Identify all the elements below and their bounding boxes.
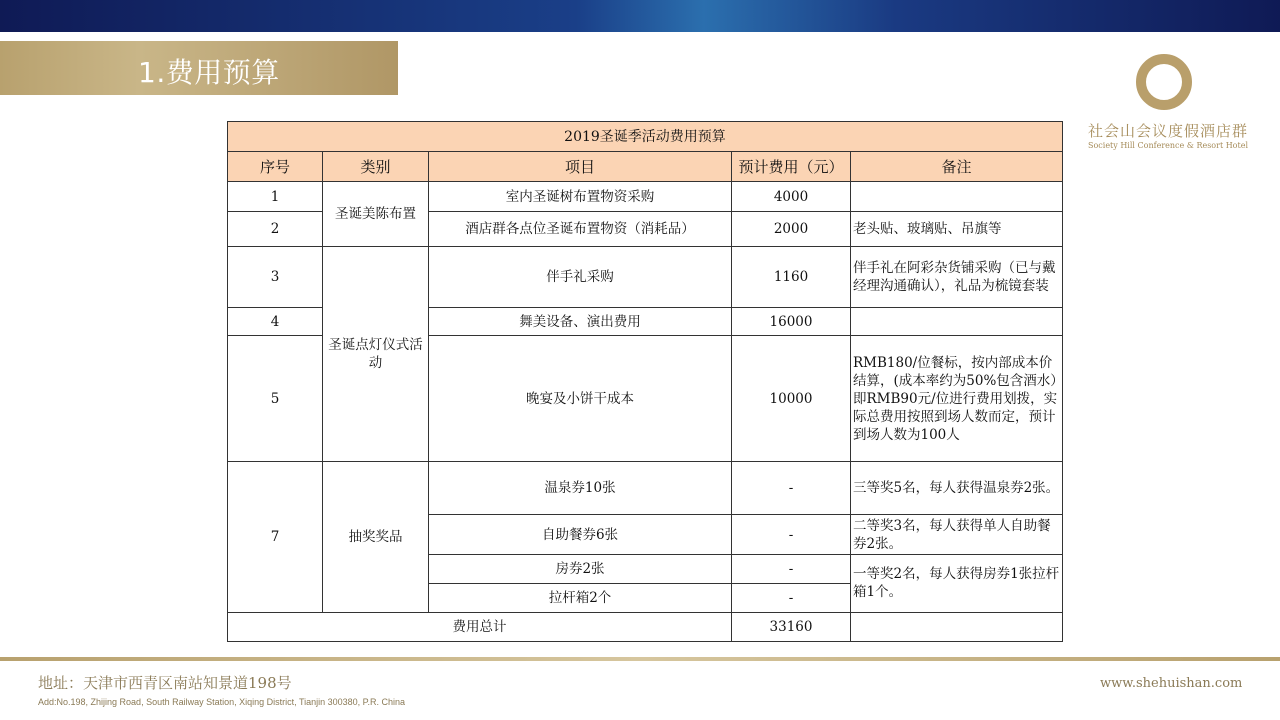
row-no: 1 <box>228 182 323 212</box>
header-item: 项目 <box>429 152 732 182</box>
row-category: 圣诞点灯仪式活动 <box>323 247 429 462</box>
row-cost: - <box>732 555 851 584</box>
row-category: 抽奖奖品 <box>323 462 429 613</box>
total-note <box>851 613 1063 642</box>
row-cost: - <box>732 462 851 515</box>
table-caption: 2019圣诞季活动费用预算 <box>228 122 1063 152</box>
row-category: 圣诞美陈布置 <box>323 182 429 247</box>
table-row <box>228 247 1063 308</box>
row-note <box>851 308 1063 336</box>
total-value: 33160 <box>732 613 851 642</box>
row-item: 晚宴及小饼干成本 <box>429 336 732 462</box>
row-cost: 2000 <box>732 212 851 247</box>
table-row <box>228 182 1063 212</box>
table-caption-row <box>228 122 1063 152</box>
table-row <box>228 462 1063 515</box>
row-cost: 1160 <box>732 247 851 308</box>
header-no: 序号 <box>228 152 323 182</box>
row-item: 酒店群各点位圣诞布置物资（消耗品） <box>429 212 732 247</box>
footer-address-cn: 地址：天津市西青区南站知景道198号 <box>38 674 292 692</box>
row-no: 5 <box>228 336 323 462</box>
hotel-logo <box>1068 50 1268 160</box>
row-no: 7 <box>228 462 323 613</box>
row-cost: 4000 <box>732 182 851 212</box>
logo-ring-icon <box>1136 54 1192 110</box>
row-no: 4 <box>228 308 323 336</box>
section-title-band <box>0 41 398 95</box>
row-item: 伴手礼采购 <box>429 247 732 308</box>
row-item: 自助餐券6张 <box>429 515 732 555</box>
row-item: 房券2张 <box>429 555 732 584</box>
header-category: 类别 <box>323 152 429 182</box>
footer-address-en: Add:No.198, Zhijing Road, South Railway Station, Xiqing District, Tianjin 300380, P.R. China <box>38 697 406 707</box>
footer-divider <box>0 657 1280 661</box>
row-cost: 10000 <box>732 336 851 462</box>
total-label: 费用总计 <box>228 613 732 642</box>
row-note: RMB180/位餐标，按内部成本价结算，(成本率约为50%包含酒水）即RMB90元/位进行费用划拨，实际总费用按照到场人数而定，预计到场人数为100人 <box>851 336 1063 462</box>
row-item: 拉杆箱2个 <box>429 584 732 613</box>
table-total-row <box>228 613 1063 642</box>
section-title: 1.费用预算 <box>138 56 280 89</box>
row-note: 一等奖2名，每人获得房券1张拉杆箱1个。 <box>851 555 1063 613</box>
logo-name-cn: 社会山会议度假酒店群 <box>1087 122 1248 140</box>
row-cost: 16000 <box>732 308 851 336</box>
row-item: 舞美设备、演出费用 <box>429 308 732 336</box>
row-cost: - <box>732 515 851 555</box>
row-note: 二等奖3名，每人获得单人自助餐券2张。 <box>851 515 1063 555</box>
row-note: 三等奖5名，每人获得温泉券2张。 <box>851 462 1063 515</box>
footer-website-link[interactable]: www.shehuishan.com <box>1100 676 1243 691</box>
row-note: 伴手礼在阿彩杂货铺采购（已与戴经理沟通确认），礼品为梳镜套装 <box>851 247 1063 308</box>
row-note: 老头贴、玻璃贴、吊旗等 <box>851 212 1063 247</box>
table-header-row <box>228 152 1063 182</box>
row-no: 3 <box>228 247 323 308</box>
row-cost: - <box>732 584 851 613</box>
header-cost: 预计费用（元） <box>732 152 851 182</box>
logo-name-en: Society Hill Conference & Resort Hotel <box>1087 141 1249 150</box>
header-note: 备注 <box>851 152 1063 182</box>
row-item: 室内圣诞树布置物资采购 <box>429 182 732 212</box>
row-no: 2 <box>228 212 323 247</box>
budget-table <box>227 121 1063 642</box>
row-item: 温泉券10张 <box>429 462 732 515</box>
top-banner <box>0 0 1280 32</box>
row-note <box>851 182 1063 212</box>
